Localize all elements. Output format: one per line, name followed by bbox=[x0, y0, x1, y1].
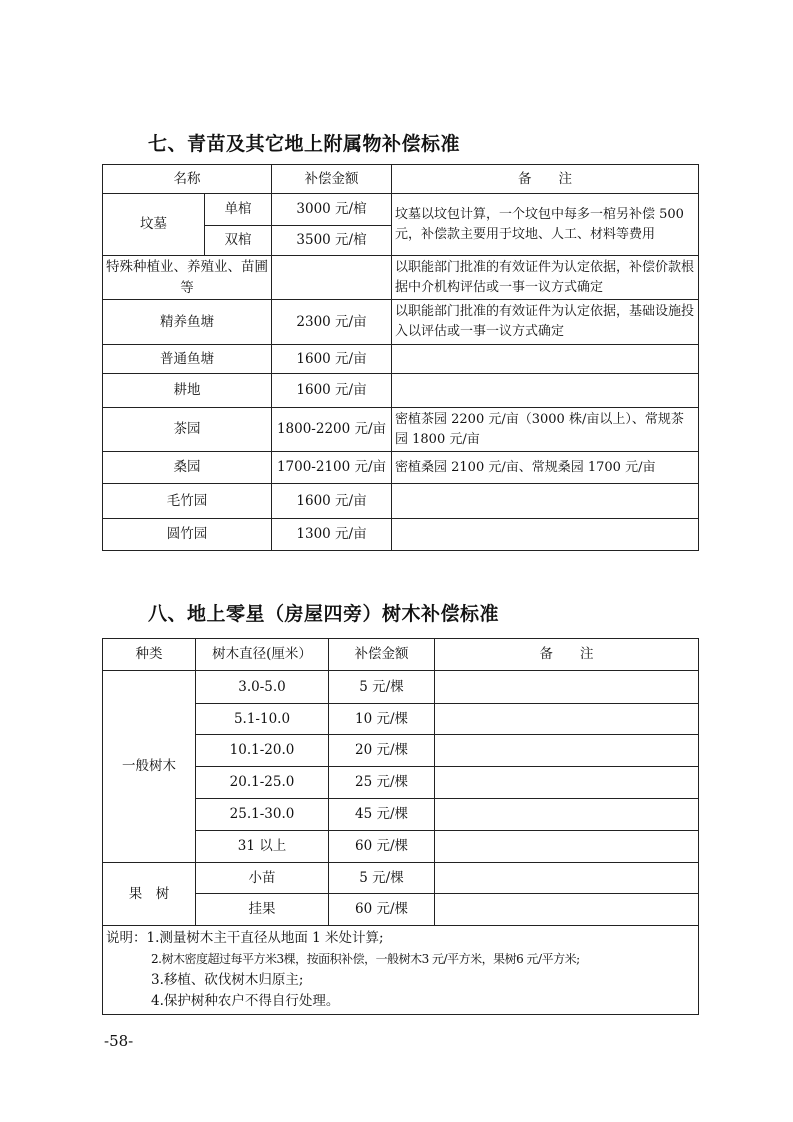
notes-row bbox=[103, 926, 699, 1015]
note-cell bbox=[435, 704, 699, 735]
notes-cell bbox=[103, 926, 699, 1015]
page-number: -58- bbox=[104, 1032, 134, 1050]
row-note: 密植茶园 2200 元/亩（3000 株/亩以上）、常规茶园 1800 元/亩 bbox=[392, 408, 699, 452]
amount-cell: 20 元/棵 bbox=[329, 735, 435, 767]
amount-cell: 60 元/棵 bbox=[329, 894, 435, 926]
amount-cell: 45 元/棵 bbox=[329, 799, 435, 831]
table-row bbox=[103, 452, 699, 484]
amount-cell: 5 元/棵 bbox=[329, 671, 435, 704]
section-8-title: 八、地上零星（房屋四旁）树木补偿标准 bbox=[148, 603, 500, 625]
row-amount: 1600 元/亩 bbox=[272, 484, 392, 519]
note-cell bbox=[435, 735, 699, 767]
note-line-1: 说明：1.测量树木主干直径从地面 1 米处计算; bbox=[106, 930, 384, 946]
double-coffin-label: 双棺 bbox=[205, 226, 272, 256]
grave-label: 坟墓 bbox=[103, 194, 205, 256]
tree-compensation-table bbox=[102, 638, 699, 1015]
row-amount: 1300 元/亩 bbox=[272, 519, 392, 551]
row-amount: 1800-2200 元/亩 bbox=[272, 408, 392, 452]
row-name: 圆竹园 bbox=[103, 519, 272, 551]
row-note: 以职能部门批准的有效证件为认定依据，基础设施投入以评估或一事一议方式确定 bbox=[392, 300, 699, 345]
row-note bbox=[392, 345, 699, 374]
row-note: 以职能部门批准的有效证件为认定依据，补偿价款根据中介机构评估或一事一议方式确定 bbox=[392, 256, 699, 300]
table-row bbox=[103, 345, 699, 374]
table-header-row bbox=[103, 639, 699, 671]
table-row bbox=[103, 256, 699, 300]
single-coffin-label: 单棺 bbox=[205, 194, 272, 226]
table-row bbox=[103, 484, 699, 519]
row-name: 特殊种植业、养殖业、苗圃等 bbox=[103, 256, 272, 300]
note-cell bbox=[435, 671, 699, 704]
table-row bbox=[103, 863, 699, 894]
table-row bbox=[103, 671, 699, 704]
note-cell bbox=[435, 767, 699, 799]
row-note bbox=[392, 374, 699, 408]
table-row bbox=[103, 300, 699, 345]
table-row bbox=[103, 374, 699, 408]
grave-note: 坟墓以坟包计算，一个坟包中每多一棺另补偿 500 元，补偿款主要用于坟地、人工、材料等费用 bbox=[392, 194, 699, 256]
note-cell bbox=[435, 831, 699, 863]
diameter-cell: 小苗 bbox=[196, 863, 329, 894]
row-amount bbox=[272, 256, 392, 300]
row-note bbox=[392, 484, 699, 519]
row-amount: 2300 元/亩 bbox=[272, 300, 392, 345]
note-line-3: 3.移植、砍伐树木归原主; bbox=[151, 972, 304, 988]
row-name: 普通鱼塘 bbox=[103, 345, 272, 374]
header-category: 种类 bbox=[103, 639, 196, 671]
amount-cell: 10 元/棵 bbox=[329, 704, 435, 735]
table-row bbox=[103, 408, 699, 452]
note-line-2: 2.树木密度超过每平方米3棵，按面积补偿，一般树木3 元/平方米，果树6 元/平方米; bbox=[151, 952, 580, 966]
double-coffin-amount: 3500 元/棺 bbox=[272, 226, 392, 256]
header-name: 名称 bbox=[103, 165, 272, 194]
land-attachment-compensation-table bbox=[102, 164, 699, 551]
row-amount: 1600 元/亩 bbox=[272, 345, 392, 374]
note-cell bbox=[435, 863, 699, 894]
diameter-cell: 10.1-20.0 bbox=[196, 735, 329, 767]
general-tree-label: 一般树木 bbox=[103, 671, 196, 863]
amount-cell: 60 元/棵 bbox=[329, 831, 435, 863]
header-note: 备 注 bbox=[435, 639, 699, 671]
note-line-4: 4.保护树种农户不得自行处理。 bbox=[151, 993, 340, 1009]
row-name: 耕地 bbox=[103, 374, 272, 408]
diameter-cell: 31 以上 bbox=[196, 831, 329, 863]
row-name: 茶园 bbox=[103, 408, 272, 452]
fruit-tree-label: 果 树 bbox=[103, 863, 196, 926]
row-amount: 1700-2100 元/亩 bbox=[272, 452, 392, 484]
table-row bbox=[103, 519, 699, 551]
single-coffin-amount: 3000 元/棺 bbox=[272, 194, 392, 226]
row-note bbox=[392, 519, 699, 551]
table-row bbox=[103, 194, 699, 226]
row-name: 精养鱼塘 bbox=[103, 300, 272, 345]
header-diameter: 树木直径(厘米） bbox=[196, 639, 329, 671]
section-7-title: 七、青苗及其它地上附属物补偿标准 bbox=[148, 133, 461, 155]
row-name: 桑园 bbox=[103, 452, 272, 484]
diameter-cell: 20.1-25.0 bbox=[196, 767, 329, 799]
header-amount: 补偿金额 bbox=[272, 165, 392, 194]
note-cell bbox=[435, 799, 699, 831]
amount-cell: 25 元/棵 bbox=[329, 767, 435, 799]
diameter-cell: 25.1-30.0 bbox=[196, 799, 329, 831]
row-note: 密植桑园 2100 元/亩、常规桑园 1700 元/亩 bbox=[392, 452, 699, 484]
row-amount: 1600 元/亩 bbox=[272, 374, 392, 408]
diameter-cell: 挂果 bbox=[196, 894, 329, 926]
amount-cell: 5 元/棵 bbox=[329, 863, 435, 894]
table-header-row bbox=[103, 165, 699, 194]
note-cell bbox=[435, 894, 699, 926]
header-note: 备 注 bbox=[392, 165, 699, 194]
diameter-cell: 5.1-10.0 bbox=[196, 704, 329, 735]
header-amount: 补偿金额 bbox=[329, 639, 435, 671]
row-name: 毛竹园 bbox=[103, 484, 272, 519]
diameter-cell: 3.0-5.0 bbox=[196, 671, 329, 704]
